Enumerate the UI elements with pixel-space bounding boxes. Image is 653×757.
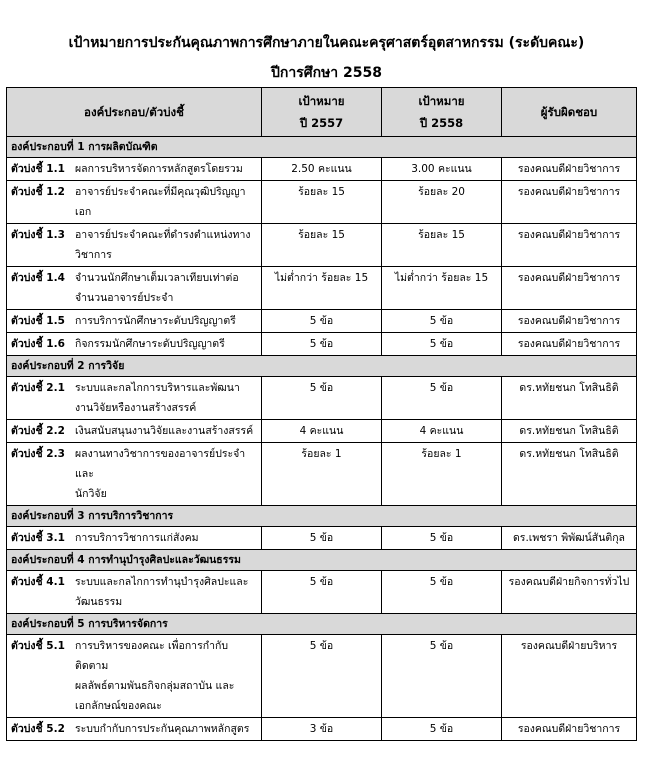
target-2558-cell: 4 คะแนน bbox=[382, 420, 502, 443]
table-row bbox=[7, 527, 637, 550]
header-target-2557-line1: เป้าหมาย bbox=[298, 94, 345, 108]
indicator-description-line: ผลงานทางวิชาการของอาจารย์ประจำและ bbox=[75, 448, 246, 480]
header-target-2558-line1: เป้าหมาย bbox=[418, 94, 465, 108]
responsible-cell: รองคณบดีฝ่ายวิชาการ bbox=[502, 718, 637, 741]
responsible-cell: ดร.หทัยชนก โทสินธิติ bbox=[502, 420, 637, 443]
indicator-description bbox=[75, 334, 257, 354]
indicator-description-line: การบริการนักศึกษาระดับปริญญาตรี bbox=[75, 315, 236, 327]
target-2558-cell: ร้อยละ 15 bbox=[382, 224, 502, 267]
indicator-code: ตัวบ่งชี้ 3.1 bbox=[11, 532, 65, 544]
indicator-description bbox=[75, 528, 257, 548]
responsible-cell: ดร.เพชรา พิพัฒน์สันติกุล bbox=[502, 527, 637, 550]
target-2557-cell: 4 คะแนน bbox=[262, 420, 382, 443]
indicator-description bbox=[75, 636, 257, 716]
indicator-description bbox=[75, 311, 257, 331]
indicator-description-line: ผลลัพธ์ตามพันธกิจกลุ่มสถาบัน และ bbox=[75, 680, 235, 692]
target-2557-cell: 5 ข้อ bbox=[262, 310, 382, 333]
table-row bbox=[7, 181, 637, 224]
indicator-cell bbox=[7, 267, 262, 310]
indicator-cell bbox=[7, 310, 262, 333]
table-row bbox=[7, 420, 637, 443]
indicator-description-line: เงินสนับสนุนงานวิจัยและงานสร้างสรรค์ bbox=[75, 425, 254, 437]
indicator-description-line: อาจารย์ประจำคณะที่ดำรงตำแหน่งทาง bbox=[75, 229, 251, 241]
header-responsible: ผู้รับผิดชอบ bbox=[502, 88, 637, 137]
target-2558-cell: 3.00 คะแนน bbox=[382, 158, 502, 181]
indicator-description-line: กิจกรรมนักศึกษาระดับปริญญาตรี bbox=[75, 338, 225, 350]
section-title: องค์ประกอบที่ 4 การทำนุบำรุงศิลปะและวัฒนธรรม bbox=[7, 550, 637, 571]
responsible-cell: ดร.หทัยชนก โทสินธิติ bbox=[502, 443, 637, 506]
responsible-cell: รองคณบดีฝ่ายวิชาการ bbox=[502, 158, 637, 181]
section-row bbox=[7, 614, 637, 635]
responsible-cell: รองคณบดีฝ่ายบริหาร bbox=[502, 635, 637, 718]
indicator-description-line: ผลการบริหารจัดการหลักสูตรโดยรวม bbox=[75, 163, 243, 175]
indicator-description-line: การบริการวิชาการแก่สังคม bbox=[75, 532, 199, 544]
header-target-2558 bbox=[382, 88, 502, 137]
section-title: องค์ประกอบที่ 3 การบริการวิชาการ bbox=[7, 506, 637, 527]
target-2558-cell: 5 ข้อ bbox=[382, 718, 502, 741]
indicator-cell bbox=[7, 377, 262, 420]
indicator-description-line: การบริหารของคณะ เพื่อการกำกับติดตาม bbox=[75, 640, 228, 672]
section-row bbox=[7, 550, 637, 571]
target-2558-cell: 5 ข้อ bbox=[382, 571, 502, 614]
section-row bbox=[7, 506, 637, 527]
indicator-cell bbox=[7, 635, 262, 718]
table-row bbox=[7, 224, 637, 267]
target-2558-cell: 5 ข้อ bbox=[382, 377, 502, 420]
target-2557-cell: 5 ข้อ bbox=[262, 571, 382, 614]
target-2557-cell: 5 ข้อ bbox=[262, 527, 382, 550]
table-row bbox=[7, 571, 637, 614]
indicator-description-line: ระบบกำกับการประกันคุณภาพหลักสูตร bbox=[75, 723, 250, 735]
indicator-description bbox=[75, 268, 257, 308]
target-2557-cell: ไม่ต่ำกว่า ร้อยละ 15 bbox=[262, 267, 382, 310]
table-row bbox=[7, 377, 637, 420]
target-2558-cell: ร้อยละ 1 bbox=[382, 443, 502, 506]
indicator-description-line: งานวิจัยหรืองานสร้างสรรค์ bbox=[75, 402, 197, 414]
table-row bbox=[7, 718, 637, 741]
indicator-cell bbox=[7, 718, 262, 741]
indicator-cell bbox=[7, 158, 262, 181]
indicator-description bbox=[75, 719, 257, 739]
indicator-code: ตัวบ่งชี้ 1.2 bbox=[11, 186, 65, 198]
header-component: องค์ประกอบ/ตัวบ่งชี้ bbox=[7, 88, 262, 137]
indicator-description bbox=[75, 182, 257, 222]
target-2558-cell: ไม่ต่ำกว่า ร้อยละ 15 bbox=[382, 267, 502, 310]
target-2557-cell: ร้อยละ 15 bbox=[262, 224, 382, 267]
document-subtitle: ปีการศึกษา 2558 bbox=[270, 65, 383, 81]
target-2558-cell: 5 ข้อ bbox=[382, 333, 502, 356]
indicator-description bbox=[75, 159, 257, 179]
table-row bbox=[7, 310, 637, 333]
responsible-cell: รองคณบดีฝ่ายวิชาการ bbox=[502, 310, 637, 333]
indicator-cell bbox=[7, 527, 262, 550]
indicator-description bbox=[75, 444, 257, 504]
indicator-cell bbox=[7, 443, 262, 506]
indicator-cell bbox=[7, 333, 262, 356]
quality-targets-table bbox=[6, 87, 637, 741]
target-2557-cell: 3 ข้อ bbox=[262, 718, 382, 741]
indicator-description-line: เอกลักษณ์ของคณะ bbox=[75, 700, 162, 712]
target-2557-cell: ร้อยละ 15 bbox=[262, 181, 382, 224]
header-target-2557-line2: ปี 2557 bbox=[299, 116, 344, 130]
indicator-code: ตัวบ่งชี้ 2.1 bbox=[11, 382, 65, 394]
indicator-code: ตัวบ่งชี้ 2.2 bbox=[11, 425, 65, 437]
target-2558-cell: 5 ข้อ bbox=[382, 310, 502, 333]
target-2558-cell: ร้อยละ 20 bbox=[382, 181, 502, 224]
table-header-row bbox=[7, 88, 637, 137]
table-row bbox=[7, 443, 637, 506]
indicator-cell bbox=[7, 181, 262, 224]
responsible-cell: รองคณบดีฝ่ายวิชาการ bbox=[502, 267, 637, 310]
section-title: องค์ประกอบที่ 2 การวิจัย bbox=[7, 356, 637, 377]
indicator-cell bbox=[7, 420, 262, 443]
indicator-code: ตัวบ่งชี้ 2.3 bbox=[11, 448, 65, 460]
section-title: องค์ประกอบที่ 5 การบริหารจัดการ bbox=[7, 614, 637, 635]
indicator-description-line: อาจารย์ประจำคณะที่มีคุณวุฒิปริญญา bbox=[75, 186, 246, 198]
indicator-code: ตัวบ่งชี้ 1.1 bbox=[11, 163, 65, 175]
indicator-description-line: เอก bbox=[75, 206, 92, 218]
section-row bbox=[7, 137, 637, 158]
target-2558-cell: 5 ข้อ bbox=[382, 635, 502, 718]
indicator-code: ตัวบ่งชี้ 5.2 bbox=[11, 723, 65, 735]
responsible-cell: รองคณบดีฝ่ายวิชาการ bbox=[502, 181, 637, 224]
target-2557-cell: 5 ข้อ bbox=[262, 635, 382, 718]
section-title: องค์ประกอบที่ 1 การผลิตบัณฑิต bbox=[7, 137, 637, 158]
responsible-cell: ดร.หทัยชนก โทสินธิติ bbox=[502, 377, 637, 420]
indicator-description bbox=[75, 421, 257, 441]
section-row bbox=[7, 356, 637, 377]
indicator-code: ตัวบ่งชี้ 4.1 bbox=[11, 576, 65, 588]
indicator-description-line: ระบบและกลไกการทำนุบำรุงศิลปะและ bbox=[75, 576, 249, 588]
table-row bbox=[7, 333, 637, 356]
responsible-cell: รองคณบดีฝ่ายกิจการทั่วไป bbox=[502, 571, 637, 614]
target-2558-cell: 5 ข้อ bbox=[382, 527, 502, 550]
indicator-code: ตัวบ่งชี้ 1.3 bbox=[11, 229, 65, 241]
indicator-description-line: วิชาการ bbox=[75, 249, 112, 261]
header-target-2557 bbox=[262, 88, 382, 137]
indicator-code: ตัวบ่งชี้ 1.5 bbox=[11, 315, 65, 327]
target-2557-cell: 5 ข้อ bbox=[262, 377, 382, 420]
indicator-code: ตัวบ่งชี้ 1.4 bbox=[11, 272, 65, 284]
indicator-description bbox=[75, 572, 257, 612]
indicator-description-line: ระบบและกลไกการบริหารและพัฒนา bbox=[75, 382, 240, 394]
indicator-description-line: จำนวนอาจารย์ประจำ bbox=[75, 292, 174, 304]
indicator-description bbox=[75, 225, 257, 265]
indicator-code: ตัวบ่งชี้ 5.1 bbox=[11, 640, 65, 652]
target-2557-cell: 2.50 คะแนน bbox=[262, 158, 382, 181]
indicator-description-line: จำนวนนักศึกษาเต็มเวลาเทียบเท่าต่อ bbox=[75, 272, 239, 284]
target-2557-cell: 5 ข้อ bbox=[262, 333, 382, 356]
table-body bbox=[7, 137, 637, 741]
document-title: เป้าหมายการประกันคุณภาพการศึกษาภายในคณะครุศาสตร์อุตสาหกรรม (ระดับคณะ) bbox=[68, 35, 585, 51]
responsible-cell: รองคณบดีฝ่ายวิชาการ bbox=[502, 224, 637, 267]
table-row bbox=[7, 267, 637, 310]
header-target-2558-line2: ปี 2558 bbox=[419, 116, 464, 130]
indicator-code: ตัวบ่งชี้ 1.6 bbox=[11, 338, 65, 350]
indicator-cell bbox=[7, 571, 262, 614]
table-row bbox=[7, 635, 637, 718]
responsible-cell: รองคณบดีฝ่ายวิชาการ bbox=[502, 333, 637, 356]
indicator-cell bbox=[7, 224, 262, 267]
indicator-description bbox=[75, 378, 257, 418]
target-2557-cell: ร้อยละ 1 bbox=[262, 443, 382, 506]
indicator-description-line: นักวิจัย bbox=[75, 488, 107, 500]
indicator-description-line: วัฒนธรรม bbox=[75, 596, 123, 608]
table-row bbox=[7, 158, 637, 181]
